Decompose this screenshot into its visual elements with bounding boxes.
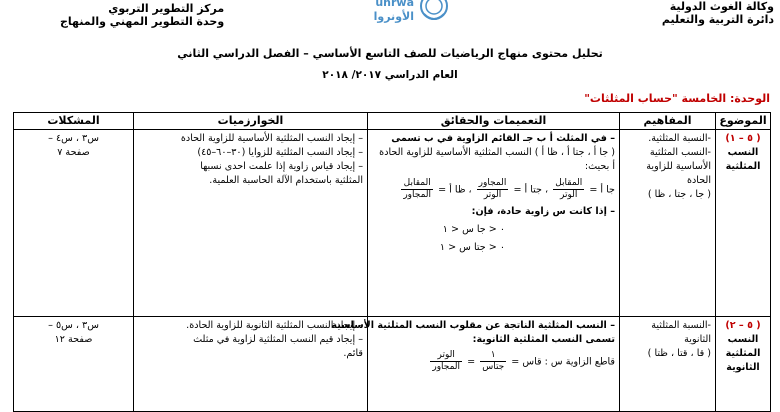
academic-year: العام الدراسي ٢٠١٧/ ٢٠١٨ [322,69,458,81]
header-topic: الموضوع [716,113,771,130]
algorithm-item: قائم. [343,348,363,359]
concept-item: -النسب المثلثية الأساسية للزاوية الحادة [646,147,711,186]
algorithm-item: المثلثية باستخدام الآلة الحاسبة العلمية. [209,175,363,186]
topic-code: ( ٥ – ١) [725,133,761,144]
header-algorithms: الخوارزميات [134,113,368,130]
header-concepts: المفاهيم [620,113,716,130]
topic-name: المثلثية [725,348,761,359]
gen-text: أ بحيث: [584,161,615,172]
header-generalizations: التعميمات والحقائق [368,113,620,130]
sin-label: جا أ = [589,184,615,196]
sec-fraction: $\frac{١}{\text{جتاس}}$ [482,350,505,372]
topic-code: ( ٥ – ٢) [725,320,761,331]
concept-item: ( جا ، جتا ، ظا ) [647,189,711,200]
cos-label: ، جتا أ = [513,184,549,196]
problems-ref: س٣ ، س٥ – [48,320,99,331]
topic-name: النسب [727,334,759,345]
tan-label: ، ظا أ = [438,184,472,196]
svg-text:unrwa: unrwa [375,0,414,9]
problems-cell [14,317,134,412]
problems-ref: س٣ ، س٤ – [48,133,99,144]
agency-name: وكالة الغوث الدولية [669,0,774,13]
un-emblem-icon [421,0,447,19]
gen-text: تسمى النسب المثلثية الثانوية: [472,334,615,345]
algorithm-item: – إيجاد قياس زاوية إذا علمت احدى نسبها [200,161,363,172]
concept-item: -النسبة المثلثية. [648,133,711,144]
sec-formula [372,350,615,373]
unrwa-logo [352,0,452,26]
problems-cell [14,130,134,317]
topic-cell [716,317,771,412]
center-name: مركز التطوير التربوي [108,2,225,15]
sin-fraction: $\frac{\text{المقابل}}{\text{الوتر}}$ [555,178,583,200]
content-analysis-table [13,112,771,412]
trig-formulas [372,178,615,201]
logo-text: الأونروا [373,10,414,23]
header-problems: المشكلات [14,113,134,130]
gen-heading: – في المثلث أ ب جـ القائم الزاوية في ب تسمى [391,133,615,144]
gen-heading: – النسب المثلثية الناتجة عن مقلوب النسب المثلثية الأساسية [331,320,615,331]
algorithms-cell [134,317,368,412]
table-header-row [14,113,771,130]
algorithm-item: – إيجاد النسب المثلثية الأساسية للزاوية الحادة [180,133,363,144]
gen-text: ( جا أ ، جتا أ ، ظا أ ) النسب المثلثية الأساسية للزاوية الحادة [379,147,615,158]
concepts-cell [620,130,716,317]
unit-name: وحدة التطوير المهني والمنهاج [60,15,225,28]
agency-header [662,0,774,26]
topic-name: الثانوية [726,362,760,373]
gen-condition: – إذا كانت س زاوية حادة، فإن: [471,206,615,217]
sec-ratio-fraction: $\frac{\text{الوتر}}{\text{المجاور}}$ [432,350,461,372]
algorithm-item: – إيجاد النسب المثلثية للزوايا (٣٠–٦٠–٤٥) [197,147,363,158]
concepts-cell [620,317,716,412]
sec-label: قاطع الزاوية س : قاس = [511,356,615,368]
algorithm-item: – إيجاد قيم النسب المثلثية لزاوية في مثلث [193,334,363,345]
topic-name: المثلثية [725,161,761,172]
inequality: ٠ < جا س < ١ [442,224,505,235]
center-header [60,2,224,28]
problems-page: صفحة ١٢ [54,334,93,345]
table-row [14,130,771,317]
department-name: دائرة التربية والتعليم [661,13,774,26]
algorithms-cell [134,130,368,317]
tan-fraction: $\frac{\text{المقابل}}{\text{المجاور}}$ [403,178,432,200]
problems-page: صفحة ٧ [57,147,90,158]
generalizations-cell [368,130,620,317]
page-title: تحليل محتوى منهاج الرياضيات للصف التاسع الأساسي – الفصل الدراسي الثاني [177,47,603,60]
topic-cell [716,130,771,317]
table-row [14,317,771,412]
algorithm-item: – إيجاد النسب المثلثية الثانوية للزاوية الحادة. [186,320,363,331]
cos-fraction: $\frac{\text{المجاور}}{\text{الوتر}}$ [478,178,507,200]
topic-name: النسب [727,147,759,158]
inequality: ٠ < جتا س < ١ [439,242,505,253]
unit-title: الوحدة: الخامسة "حساب المثلثات" [584,92,770,105]
concept-item: ( قا ، قتا ، ظتا ) [647,348,711,359]
concept-item: -النسبة المثلثية الثانوية [651,320,711,345]
equals-sign: = [467,356,476,368]
